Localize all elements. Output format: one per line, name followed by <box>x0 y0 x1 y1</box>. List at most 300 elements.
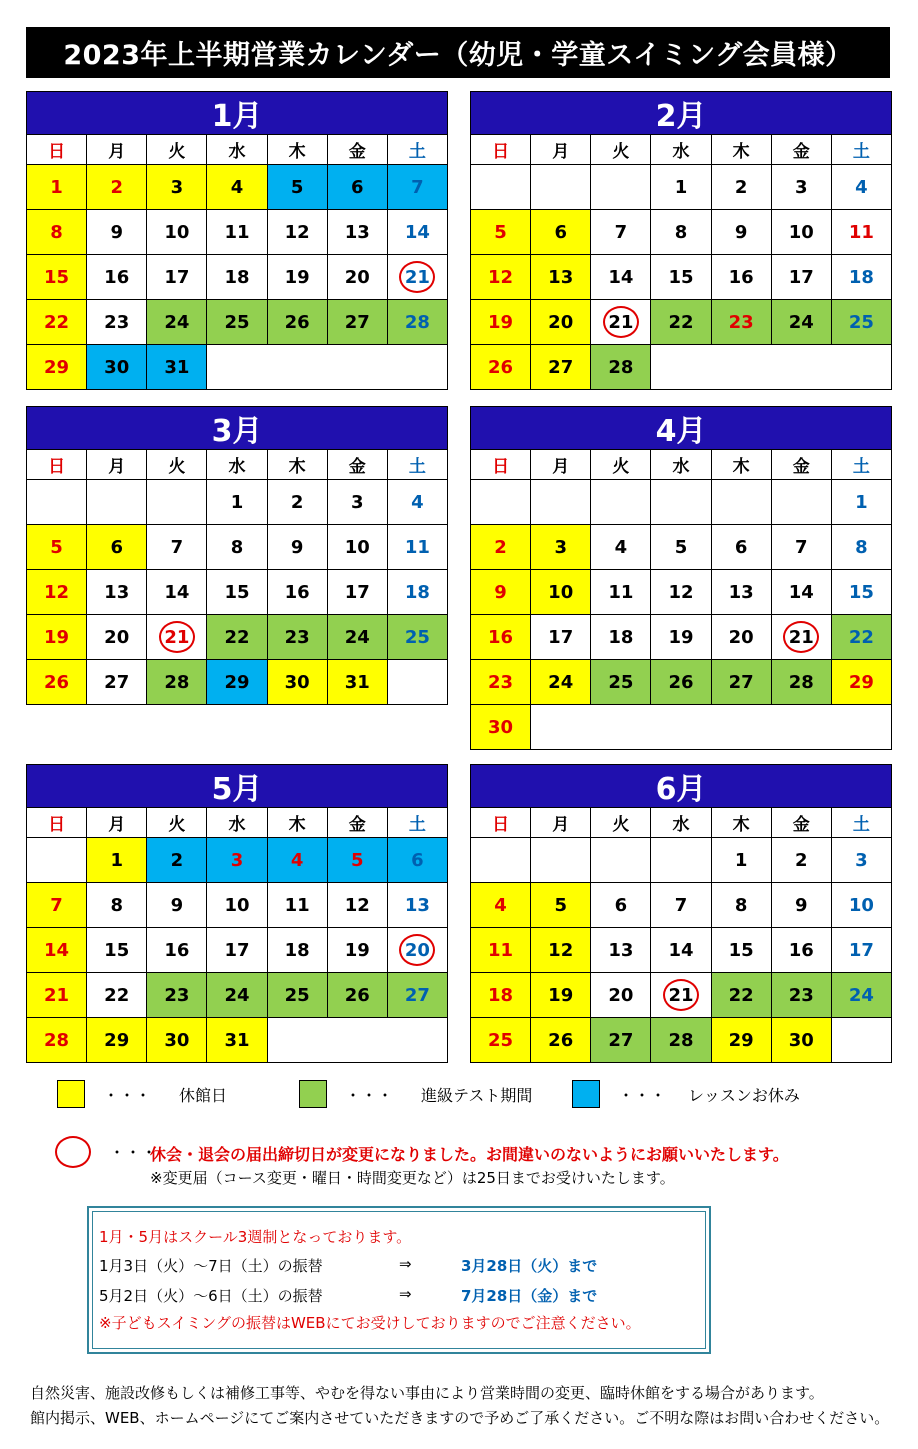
day-number: 5 <box>351 849 364 871</box>
day-cell <box>87 615 147 660</box>
weekday-header: 日 <box>27 135 87 165</box>
day-cell <box>712 165 772 210</box>
weekday-header: 金 <box>328 450 388 480</box>
day-number: 31 <box>224 1029 250 1051</box>
day-number: 20 <box>728 626 754 648</box>
day-number: 29 <box>848 671 874 693</box>
day-cell <box>388 210 448 255</box>
day-number: 7 <box>674 894 688 916</box>
day-cell <box>531 1018 591 1063</box>
day-cell <box>651 615 711 660</box>
day-number: 27 <box>104 671 130 693</box>
empty-cell <box>651 480 711 525</box>
info-row-2 <box>99 1255 598 1276</box>
empty-cell <box>471 165 531 210</box>
day-cell <box>832 973 892 1018</box>
day-cell <box>591 615 651 660</box>
day-number: 18 <box>404 581 430 603</box>
circle-icon <box>55 1136 91 1168</box>
day-cell <box>772 165 832 210</box>
day-number: 22 <box>44 311 70 333</box>
day-cell <box>207 615 267 660</box>
day-cell <box>147 615 207 660</box>
day-cell <box>531 928 591 973</box>
day-number: 26 <box>668 671 694 693</box>
day-number: 23 <box>164 984 190 1006</box>
day-cell <box>147 525 207 570</box>
day-number: 11 <box>404 536 430 558</box>
day-number: 9 <box>170 894 184 916</box>
calendar-grid <box>470 808 892 1063</box>
legend-no-lesson-swatch <box>572 1080 600 1108</box>
circle-legend <box>55 1136 157 1168</box>
day-cell <box>207 660 267 705</box>
day-number: 19 <box>488 311 514 333</box>
day-cell <box>207 1018 267 1063</box>
day-cell <box>388 255 448 300</box>
day-cell <box>27 345 87 390</box>
day-cell <box>388 973 448 1018</box>
calendar-grid <box>470 450 892 750</box>
day-number: 1 <box>734 849 748 871</box>
legend-test-swatch <box>299 1080 327 1108</box>
day-cell <box>471 883 531 928</box>
weekday-header: 木 <box>268 450 328 480</box>
day-cell <box>531 883 591 928</box>
day-number: 26 <box>488 356 514 378</box>
day-number: 25 <box>848 311 874 333</box>
day-cell <box>772 928 832 973</box>
day-number: 6 <box>734 536 748 558</box>
day-cell <box>651 165 711 210</box>
empty-cell <box>651 345 892 390</box>
day-cell <box>712 525 772 570</box>
day-number: 15 <box>668 266 694 288</box>
day-number: 7 <box>170 536 184 558</box>
weekday-header: 月 <box>87 808 147 838</box>
day-cell <box>207 838 267 883</box>
day-cell <box>207 300 267 345</box>
day-number: 4 <box>614 536 628 558</box>
day-cell <box>207 210 267 255</box>
empty-cell <box>832 1018 892 1063</box>
day-number: 26 <box>344 984 370 1006</box>
day-number: 18 <box>848 266 874 288</box>
calendar-grid <box>470 135 892 390</box>
day-number: 12 <box>488 266 514 288</box>
day-number: 29 <box>224 671 250 693</box>
month-calendar-april <box>470 406 892 750</box>
weekday-header: 木 <box>268 135 328 165</box>
weekday-header: 火 <box>147 808 207 838</box>
month-title: 2月 <box>470 91 892 135</box>
day-number: 11 <box>284 894 310 916</box>
weekday-header: 日 <box>471 135 531 165</box>
day-cell <box>147 255 207 300</box>
weekday-header: 火 <box>591 450 651 480</box>
day-number: 26 <box>284 311 310 333</box>
day-cell <box>207 255 267 300</box>
day-cell <box>268 973 328 1018</box>
day-number: 8 <box>110 894 123 916</box>
day-cell <box>87 1018 147 1063</box>
day-cell <box>772 210 832 255</box>
day-cell <box>328 973 388 1018</box>
day-number: 29 <box>44 356 70 378</box>
day-number: 12 <box>344 894 370 916</box>
legend-dots: ・・・ <box>345 1085 394 1105</box>
day-cell <box>832 165 892 210</box>
day-number: 20 <box>104 626 130 648</box>
day-number: 17 <box>548 626 574 648</box>
day-cell <box>531 210 591 255</box>
day-cell <box>388 525 448 570</box>
info-line-4: ※子どもスイミングの振替はWEBにてお受けしておりますのでご注意ください。 <box>99 1314 641 1332</box>
weekday-header: 火 <box>147 450 207 480</box>
day-cell <box>328 883 388 928</box>
weekday-header: 金 <box>772 808 832 838</box>
day-cell <box>87 570 147 615</box>
day-cell <box>651 883 711 928</box>
day-cell <box>772 660 832 705</box>
day-cell <box>27 210 87 255</box>
day-cell <box>268 883 328 928</box>
day-number: 20 <box>404 939 430 961</box>
day-number: 16 <box>788 939 814 961</box>
info-row-3 <box>99 1285 598 1306</box>
page-title: 2023年上半期営業カレンダー（幼児・学童スイミング会員様） <box>26 27 890 78</box>
day-cell <box>591 210 651 255</box>
day-cell <box>471 300 531 345</box>
day-number: 27 <box>404 984 430 1006</box>
day-number: 27 <box>608 1029 634 1051</box>
day-cell <box>328 928 388 973</box>
day-cell <box>207 928 267 973</box>
day-cell <box>207 973 267 1018</box>
circle-legend-dots: ・・・ <box>109 1143 158 1162</box>
day-cell <box>27 570 87 615</box>
arrow-icon: ⇒ <box>399 1285 412 1303</box>
day-number: 15 <box>224 581 250 603</box>
weekday-header: 金 <box>772 450 832 480</box>
day-number: 22 <box>104 984 130 1006</box>
day-number: 12 <box>284 221 310 243</box>
day-cell <box>268 928 328 973</box>
day-cell <box>87 883 147 928</box>
day-number: 12 <box>44 581 70 603</box>
weekday-header: 金 <box>328 808 388 838</box>
day-number: 21 <box>668 984 694 1006</box>
day-cell <box>471 973 531 1018</box>
day-number: 3 <box>230 849 244 871</box>
month-calendar-june <box>470 764 892 1063</box>
day-cell <box>531 345 591 390</box>
day-cell <box>268 480 328 525</box>
legend-dots: ・・・ <box>103 1085 152 1105</box>
day-number: 28 <box>668 1029 694 1051</box>
day-number: 27 <box>344 311 370 333</box>
day-number: 8 <box>50 221 63 243</box>
day-cell <box>772 570 832 615</box>
weekday-header: 土 <box>388 450 448 480</box>
footer-line-2: 館内掲示、WEB、ホームページにてご案内させていただきますので予めご了承ください。ご不明な際はお問い合わせください。 <box>30 1409 890 1427</box>
day-cell <box>328 210 388 255</box>
day-cell <box>268 165 328 210</box>
day-number: 3 <box>795 176 808 198</box>
month-calendar-may <box>26 764 448 1063</box>
weekday-header: 火 <box>591 135 651 165</box>
day-cell <box>471 525 531 570</box>
day-number: 14 <box>788 581 814 603</box>
day-number: 22 <box>728 984 754 1006</box>
day-cell <box>388 883 448 928</box>
weekday-header: 月 <box>531 808 591 838</box>
day-number: 19 <box>284 266 310 288</box>
day-number: 14 <box>44 939 70 961</box>
day-number: 16 <box>284 581 310 603</box>
day-cell <box>388 570 448 615</box>
day-number: 30 <box>164 1029 190 1051</box>
day-cell <box>471 705 531 750</box>
weekday-header: 火 <box>147 135 207 165</box>
day-number: 30 <box>104 356 130 378</box>
weekday-header: 土 <box>388 808 448 838</box>
day-number: 20 <box>548 311 574 333</box>
day-number: 20 <box>608 984 634 1006</box>
day-cell <box>87 165 147 210</box>
day-cell <box>531 525 591 570</box>
day-number: 5 <box>674 536 688 558</box>
day-number: 1 <box>110 849 123 871</box>
day-number: 22 <box>668 311 694 333</box>
weekday-header: 金 <box>772 135 832 165</box>
day-number: 16 <box>164 939 190 961</box>
empty-cell <box>207 345 448 390</box>
day-cell <box>531 300 591 345</box>
day-number: 7 <box>614 221 628 243</box>
day-cell <box>531 615 591 660</box>
day-number: 24 <box>344 626 370 648</box>
day-number: 25 <box>284 984 310 1006</box>
day-number: 28 <box>788 671 814 693</box>
day-cell <box>651 660 711 705</box>
day-number: 2 <box>795 849 808 871</box>
day-number: 31 <box>344 671 370 693</box>
info-line-1: 1月・5月はスクール3週制となっております。 <box>99 1228 412 1246</box>
day-cell <box>207 525 267 570</box>
day-cell <box>591 1018 651 1063</box>
day-cell <box>328 660 388 705</box>
day-cell <box>772 525 832 570</box>
day-number: 3 <box>554 536 567 558</box>
empty-cell <box>591 838 651 883</box>
day-number: 30 <box>284 671 310 693</box>
day-cell <box>388 838 448 883</box>
day-cell <box>772 300 832 345</box>
empty-cell <box>531 480 591 525</box>
day-number: 19 <box>344 939 370 961</box>
day-cell <box>471 210 531 255</box>
day-number: 9 <box>110 221 123 243</box>
day-cell <box>328 615 388 660</box>
day-cell <box>471 345 531 390</box>
day-number: 1 <box>50 176 63 198</box>
day-number: 23 <box>284 626 310 648</box>
day-cell <box>268 300 328 345</box>
day-cell <box>531 570 591 615</box>
month-title: 5月 <box>26 764 448 808</box>
day-cell <box>712 883 772 928</box>
day-number: 7 <box>411 176 424 198</box>
day-number: 16 <box>488 626 514 648</box>
day-cell <box>147 973 207 1018</box>
day-number: 8 <box>674 221 688 243</box>
day-cell <box>832 570 892 615</box>
legend-test <box>299 1078 532 1110</box>
day-number: 4 <box>230 176 244 198</box>
day-cell <box>147 300 207 345</box>
day-cell <box>651 255 711 300</box>
day-cell <box>712 255 772 300</box>
day-number: 21 <box>164 626 190 648</box>
day-cell <box>772 255 832 300</box>
day-cell <box>471 615 531 660</box>
day-number: 23 <box>104 311 130 333</box>
weekday-header: 水 <box>207 450 267 480</box>
day-number: 18 <box>284 939 310 961</box>
day-number: 13 <box>104 581 130 603</box>
day-number: 24 <box>548 671 574 693</box>
day-number: 11 <box>848 221 874 243</box>
day-number: 9 <box>494 581 507 603</box>
day-number: 18 <box>608 626 634 648</box>
day-number: 4 <box>494 894 507 916</box>
deadline-notice: 休会・退会の届出締切日が変更になりました。お間違いのないようにお願いいたします。 <box>150 1145 789 1164</box>
weekday-header: 土 <box>832 135 892 165</box>
weekday-header: 火 <box>591 808 651 838</box>
day-cell <box>27 660 87 705</box>
day-cell <box>832 838 892 883</box>
empty-cell <box>772 480 832 525</box>
day-number: 7 <box>50 894 63 916</box>
day-cell <box>87 838 147 883</box>
day-number: 12 <box>548 939 574 961</box>
empty-cell <box>27 838 87 883</box>
weekday-header: 木 <box>712 450 772 480</box>
day-cell <box>651 1018 711 1063</box>
day-cell <box>772 883 832 928</box>
day-number: 18 <box>488 984 514 1006</box>
day-number: 2 <box>110 176 123 198</box>
day-cell <box>712 973 772 1018</box>
day-number: 16 <box>728 266 754 288</box>
info-row-3-right: 7月28日（金）まで <box>461 1287 598 1305</box>
arrow-icon: ⇒ <box>399 1255 412 1273</box>
day-number: 27 <box>548 356 574 378</box>
day-cell <box>147 165 207 210</box>
day-cell <box>27 255 87 300</box>
day-cell <box>268 838 328 883</box>
day-cell <box>268 570 328 615</box>
empty-cell <box>87 480 147 525</box>
day-cell <box>207 480 267 525</box>
day-cell <box>388 480 448 525</box>
day-cell <box>712 570 772 615</box>
calendar-grid <box>26 808 448 1063</box>
legend-test-label: 進級テスト期間 <box>421 1085 533 1105</box>
day-number: 6 <box>110 536 123 558</box>
day-number: 9 <box>734 221 748 243</box>
day-cell <box>591 883 651 928</box>
empty-cell <box>591 165 651 210</box>
calendar-grid <box>26 450 448 705</box>
day-number: 2 <box>290 491 304 513</box>
day-cell <box>832 928 892 973</box>
day-number: 14 <box>608 266 634 288</box>
day-cell <box>328 300 388 345</box>
day-number: 21 <box>44 984 70 1006</box>
day-cell <box>591 928 651 973</box>
weekday-header: 木 <box>268 808 328 838</box>
day-number: 29 <box>104 1029 130 1051</box>
day-cell <box>87 300 147 345</box>
weekday-header: 日 <box>471 450 531 480</box>
day-number: 3 <box>351 491 364 513</box>
day-number: 25 <box>404 626 430 648</box>
day-number: 10 <box>788 221 814 243</box>
day-number: 23 <box>788 984 814 1006</box>
day-number: 19 <box>548 984 574 1006</box>
day-number: 26 <box>548 1029 574 1051</box>
weekday-header: 水 <box>207 135 267 165</box>
day-cell <box>27 525 87 570</box>
day-cell <box>207 570 267 615</box>
day-cell <box>531 255 591 300</box>
day-number: 11 <box>224 221 250 243</box>
day-cell <box>591 973 651 1018</box>
day-number: 25 <box>224 311 250 333</box>
day-cell <box>268 660 328 705</box>
day-cell <box>772 615 832 660</box>
day-number: 28 <box>164 671 190 693</box>
day-cell <box>712 210 772 255</box>
day-number: 19 <box>44 626 70 648</box>
day-number: 8 <box>230 536 244 558</box>
day-cell <box>651 928 711 973</box>
day-number: 30 <box>788 1029 814 1051</box>
day-cell <box>651 973 711 1018</box>
day-number: 22 <box>224 626 250 648</box>
day-number: 10 <box>224 894 250 916</box>
day-number: 13 <box>344 221 370 243</box>
legend-dots: ・・・ <box>618 1085 667 1105</box>
day-cell <box>87 973 147 1018</box>
day-number: 24 <box>848 984 874 1006</box>
month-calendar-february <box>470 91 892 390</box>
day-number: 17 <box>344 581 370 603</box>
day-number: 22 <box>848 626 874 648</box>
day-number: 25 <box>608 671 634 693</box>
day-cell <box>328 525 388 570</box>
empty-cell <box>147 480 207 525</box>
day-cell <box>832 883 892 928</box>
day-number: 4 <box>290 849 304 871</box>
empty-cell <box>471 480 531 525</box>
day-cell <box>651 570 711 615</box>
day-cell <box>471 660 531 705</box>
day-number: 17 <box>224 939 250 961</box>
day-cell <box>328 838 388 883</box>
